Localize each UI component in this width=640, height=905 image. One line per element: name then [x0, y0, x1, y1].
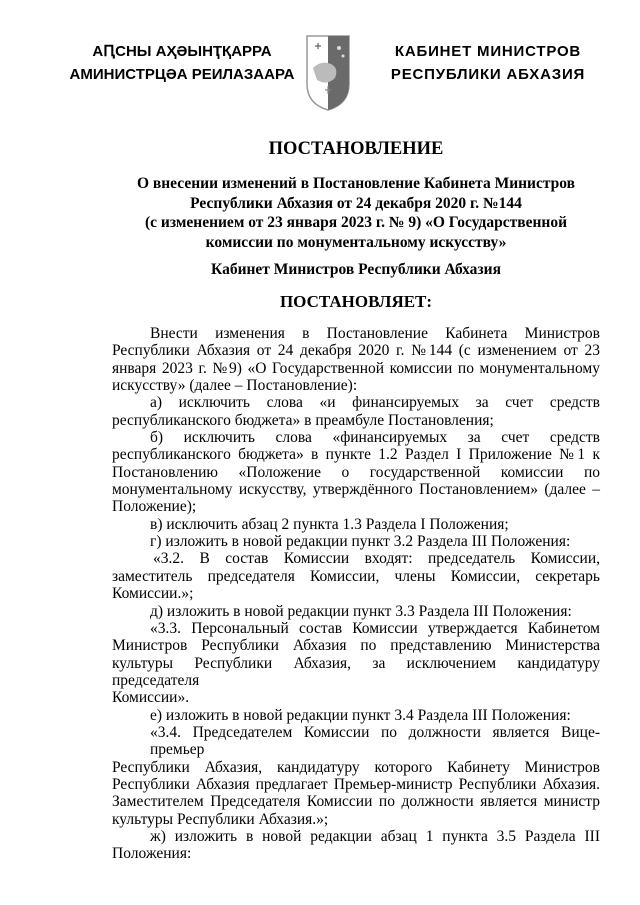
- body-line: Комиссии.»;: [112, 585, 194, 603]
- body-line: а) исключить слова «и финансируемых за счет средств: [150, 394, 600, 412]
- body-line: Республики Абхазия, кандидатуру которого Кабинету Министров: [112, 758, 600, 776]
- body-line: Республики Абхазия предлагает Премьер-министр Республики Абхазия.: [112, 775, 600, 793]
- body-line: ж) изложить в новой редакции абзац 1 пункта 3.5 Раздела III: [150, 827, 600, 845]
- header-right-line: КАБИНЕТ МИНИСТРОВ: [394, 43, 582, 60]
- body-line: Республики Абхазия от 24 декабря 2020 г. №144 (с изменением от 23: [112, 342, 600, 360]
- body-line: заместитель председателя Комиссии, члены Комиссии, секретарь: [112, 567, 600, 585]
- header-russian-name: [378, 40, 598, 86]
- coat-of-arms-icon: [305, 34, 351, 112]
- body-line: е) изложить в новой редакции пункт 3.4 Раздела III Положения:: [150, 706, 571, 724]
- header-abkhaz-name: [62, 40, 302, 86]
- subtitle-line: О внесении изменений в Постановление Кабинета Министров: [136, 175, 576, 192]
- body-line: культуры Республики Абхазия, за исключением кандидатуру председателя: [112, 654, 600, 689]
- body-line: Министров Республики Абхазия по представлению Министерства: [112, 637, 600, 655]
- document-title: ПОСТАНОВЛЕНИЕ: [268, 139, 444, 159]
- body-line: Внести изменения в Постановление Кабинета Министров: [150, 325, 600, 342]
- body-line: культуры Республики Абхазия.»;: [112, 810, 329, 828]
- subtitle-line: Республики Абхазия от 24 декабря 2020 г. №144: [190, 194, 522, 212]
- body-line: Положения:: [112, 845, 192, 863]
- body-line: д) изложить в новой редакции пункт 3.3 Раздела III Положения:: [150, 602, 572, 620]
- body-line: Постановлению «Положение о государственной комиссии по: [112, 463, 600, 481]
- body-line: января 2023 г. №9) «О Государственной комиссии по монументальному: [112, 359, 600, 377]
- issuer: Кабинет Министров Республики Абхазия: [211, 261, 501, 278]
- document-body: [112, 325, 600, 863]
- body-line: республиканского бюджета» в преамбуле Постановления;: [112, 411, 494, 429]
- body-line: «3.2. В состав Комиссии входят: председатель Комиссии,: [153, 550, 600, 568]
- header-left-line: АМИНИСТРЦӘА РЕИЛАЗААРА: [69, 66, 295, 83]
- body-line: «3.3. Персональный состав Комиссии утверждается Кабинетом: [150, 619, 600, 637]
- body-line: Заместителем Председателя Комиссии по должности является министр: [112, 793, 600, 811]
- body-line: Положение);: [112, 498, 197, 516]
- body-line: монументальному искусству, утверждённого Постановлением» (далее –: [112, 481, 600, 499]
- body-line: Комиссии».: [112, 689, 190, 707]
- body-line: г) изложить в новой редакции пункт 3.2 Раздела III Положения:: [150, 533, 571, 551]
- body-line: «3.4. Председателем Комиссии по должности является Вице-премьер: [150, 723, 600, 759]
- decree-word: ПОСТАНОВЛЯЕТ:: [279, 292, 433, 311]
- document-subtitle: [112, 174, 600, 252]
- body-line: в) исключить абзац 2 пункта 1.3 Раздела I Положения;: [150, 515, 509, 533]
- header-right-line: РЕСПУБЛИКИ АБХАЗИЯ: [390, 66, 586, 83]
- subtitle-line: (с изменением от 23 января 2023 г. № 9) «О Государственной: [144, 214, 568, 231]
- body-line: б) исключить слова «финансируемых за счет средств: [150, 429, 600, 447]
- subtitle-line: комиссии по монументальному искусству»: [205, 233, 507, 251]
- body-line: республиканского бюджета» в пункте 1.2 Раздел I Приложение №1 к: [112, 446, 600, 464]
- body-line: искусству» (далее – Постановление):: [112, 377, 358, 395]
- header-left-line: АԤСНЫ АҲӘЫНҬҚАРРА: [92, 43, 272, 60]
